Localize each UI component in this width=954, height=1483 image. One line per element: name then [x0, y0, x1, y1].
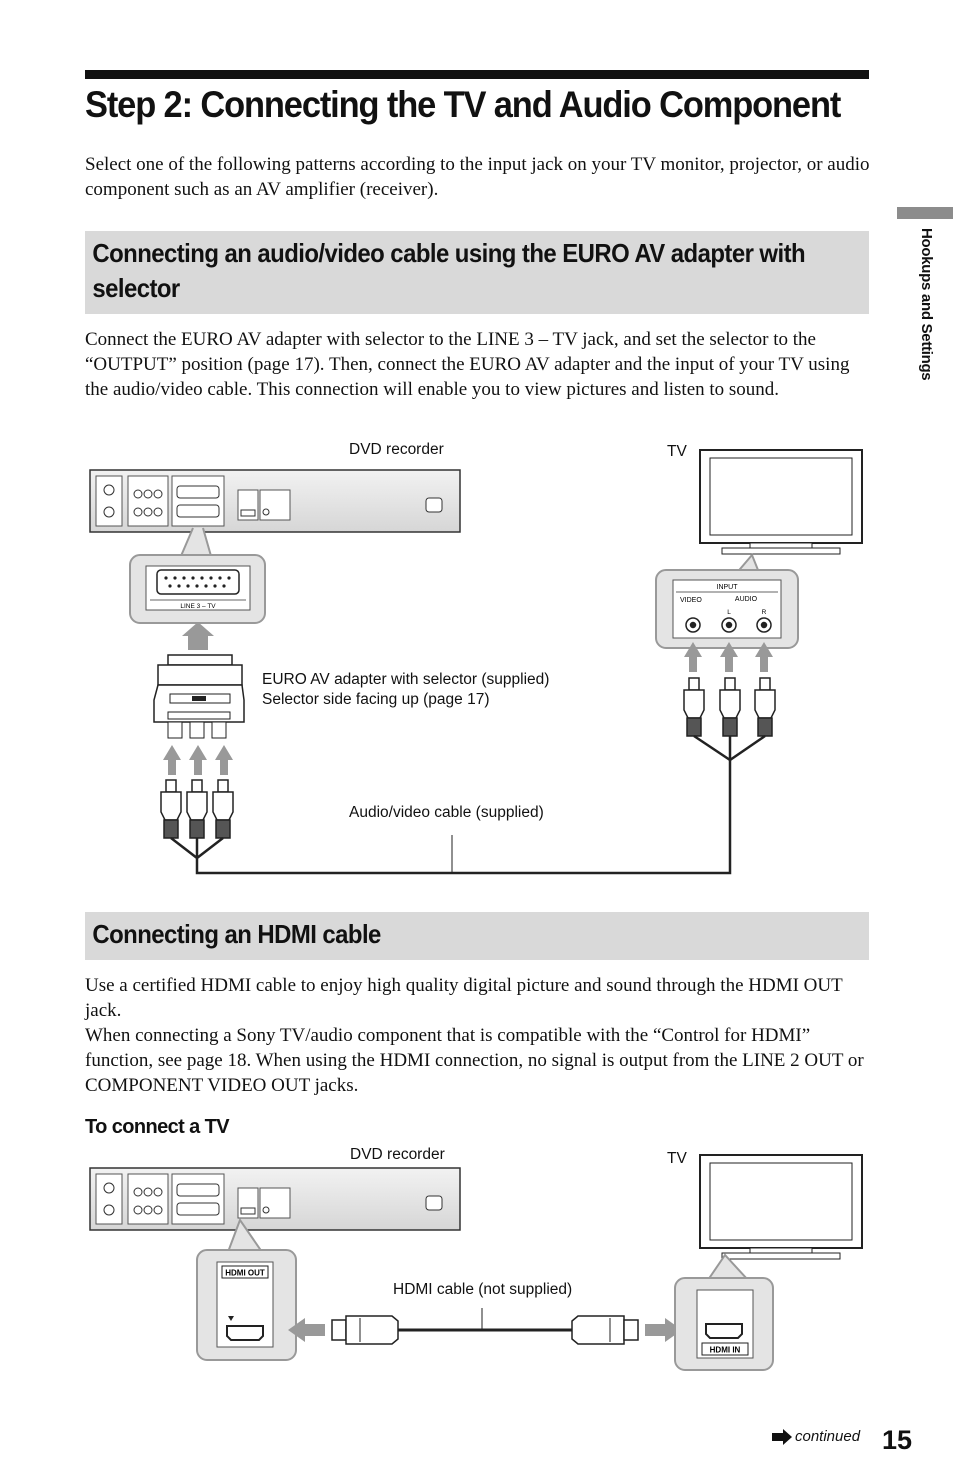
continued-label: continued [795, 1428, 861, 1445]
tv-set [700, 1155, 862, 1259]
adapter-label: EURO AV adapter with selector (supplied) [262, 671, 550, 688]
av-cable-label: Audio/video cable (supplied) [349, 804, 544, 821]
selector-label: Selector side facing up (page 17) [262, 691, 490, 708]
audio-l-label: L [727, 609, 731, 616]
tv-label: TV [667, 1150, 687, 1167]
intro-text: Select one of the following patterns according to the input jack on your TV monitor, projector, or audio component such as an AV amplifier (receiver). [85, 154, 870, 200]
page-title: Step 2: Connecting the TV and Audio Component [85, 84, 841, 125]
section-body: When connecting a Sony TV/audio component that is compatible with the “Control for HDMI” function, see page 18. When using the HDMI connection, no signal is output from the LINE 2 OUT or COMPONENT VIDEO OUT jacks. [85, 1025, 864, 1096]
hdmi-cable-label: HDMI cable (not supplied) [393, 1281, 573, 1298]
line3-jack-label: LINE 3 – TV [180, 603, 216, 610]
hdmi-in-label: HDMI IN [709, 1345, 741, 1355]
audio-r-label: R [761, 609, 767, 616]
video-label: VIDEO [680, 597, 702, 604]
tv-label: TV [667, 443, 687, 460]
hdmi-cable [332, 1308, 638, 1344]
audio-label: AUDIO [734, 596, 758, 603]
input-label: INPUT [716, 584, 738, 591]
section-body: Use a certified HDMI cable to enjoy high quality digital picture and sound through the HDMI OUT jack. [85, 975, 843, 1021]
dvd-recorder-rear-panel [90, 1168, 460, 1230]
section-heading: Connecting an audio/video cable using the EURO AV adapter with selector [92, 238, 806, 303]
section-body: Connect the EURO AV adapter with selector to the LINE 3 – TV jack, and set the selector to the “OUTPUT” position (page 17). Then, connect the EURO AV adapter and the input of your TV using the audio/video cable. This connection will enable you to view pictures and listen to sound. [85, 329, 850, 400]
section-heading: Connecting an HDMI cable [92, 919, 381, 949]
page-number: 15 [882, 1425, 913, 1455]
side-tab-label: Hookups and Settings [918, 228, 935, 381]
dvd-recorder-label: DVD recorder [350, 1146, 445, 1163]
hdmi-out-label: HDMI OUT [225, 1268, 265, 1278]
subheading: To connect a TV [85, 1116, 229, 1138]
dvd-recorder-label: DVD recorder [349, 441, 444, 458]
continued-arrow-icon [772, 1429, 792, 1445]
